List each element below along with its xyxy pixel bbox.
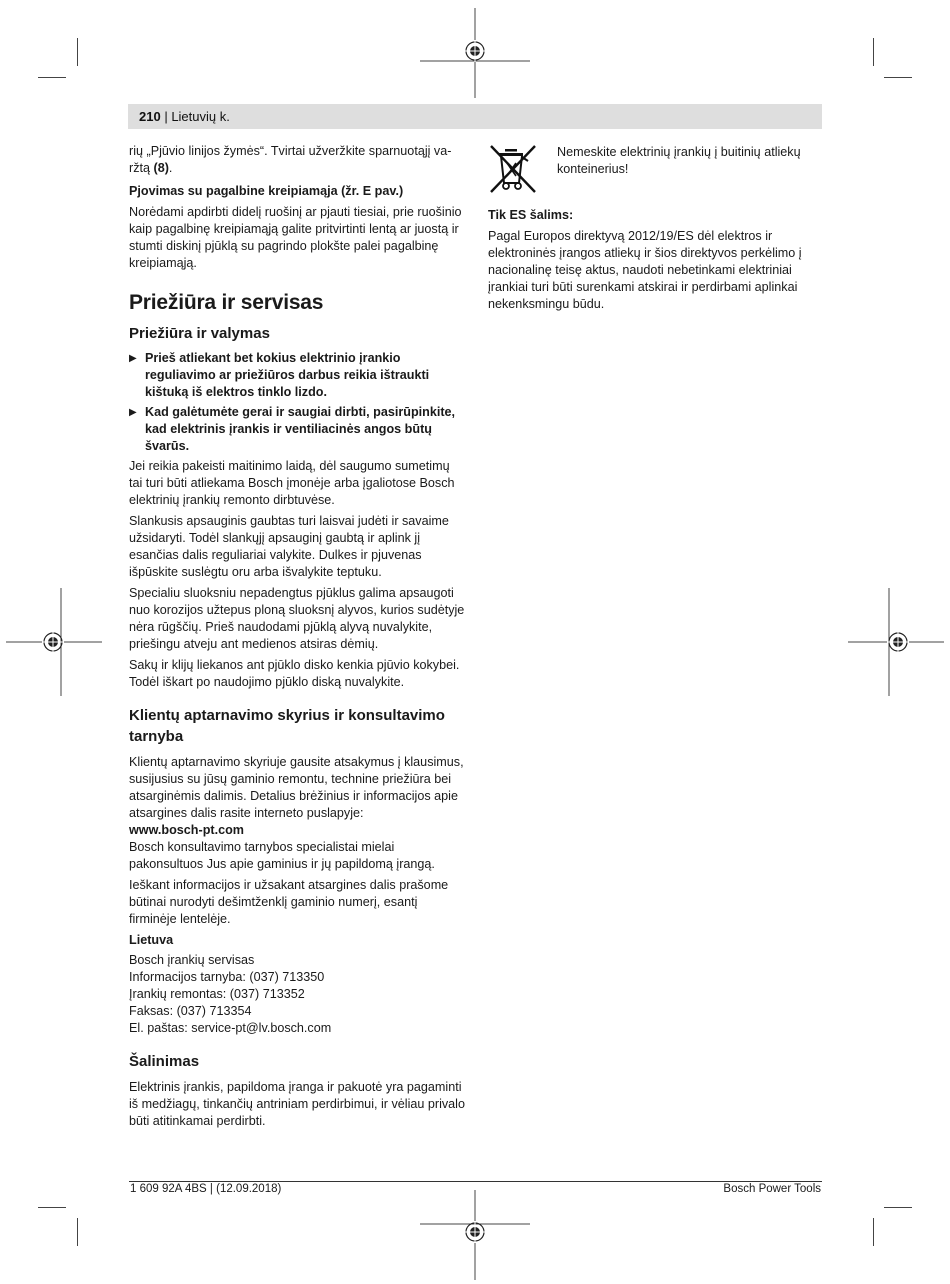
footer-brand: Bosch Power Tools <box>723 1183 821 1195</box>
footer-divider <box>129 1181 822 1182</box>
warning-bullet <box>129 350 465 401</box>
maintenance-title: Priežiūra ir servisas <box>129 291 324 314</box>
continued-line-end: . <box>168 161 173 175</box>
care-paragraph: Jei reikia pakeisti maitinimo laidą, dėl saugumo sumetimų tai turi būti atliekama Bosch įmonėje arba įgaliotose Bosch elektrinių įrankių remonto dirbtuvėse. <box>129 459 455 507</box>
service-title: Klientų aptarnavimo skyrius ir konsultavimo tarnyba <box>129 707 445 745</box>
care-paragraph: Slankusis apsauginis gaubtas turi laisvai judėti ir savaime užsidaryti. Todėl slankųjį apsauginį gaubtą ir aplink jį esančias dalis reguliariai valykite. Dulkes ir pjuvenas išpūskite suslėgtu oru arba išvalykite teptuku. <box>129 514 449 579</box>
crop-mark <box>38 1207 66 1208</box>
continued-line: rių „Pjūvio linijos žymės“. Tvirtai užveržkite sparnuotąjį va- <box>129 144 452 158</box>
crop-mark <box>884 1207 912 1208</box>
guide-paragraph: Norėdami apdirbti didelį ruošinį ar pjauti tiesiai, prie ruošinio kaip pagalbinę kreipiamąją galite pritvirtinti lentą ar juostą ir stumti diskinį pjūklą su pagrindo plokšte palei pagalbinę kreipiamąją. <box>129 205 462 270</box>
weee-text: Nemeskite elektrinių įrankių į buitinių atliekų konteinerius! <box>557 145 801 176</box>
crop-mark <box>77 1218 78 1246</box>
header-text <box>139 109 230 124</box>
registration-mark-icon <box>848 588 944 696</box>
registration-mark-icon <box>420 8 530 98</box>
footer-doc-number: 1 609 92A 4BS | (12.09.2018) <box>130 1183 282 1195</box>
registration-mark-icon <box>6 588 102 696</box>
country-heading: Lietuva <box>129 933 174 947</box>
crop-mark <box>884 77 912 78</box>
triangle-bullet-icon: ▶ <box>129 407 137 418</box>
contact-email[interactable]: El. paštas: service-pt@lv.bosch.com <box>129 1021 332 1035</box>
service-url-link[interactable]: www.bosch-pt.com <box>129 823 244 837</box>
crop-mark <box>77 38 78 66</box>
contact-line: Informacijos tarnyba: (037) 713350 <box>129 970 325 984</box>
warning-bullet <box>129 404 465 455</box>
page-header <box>128 104 822 129</box>
care-paragraph: Specialiu sluoksniu nepadengtus pjūklus galima apsaugoti nuo korozijos užtepus ploną sluoksnį alyvos, kurios sudėtyje nėra rūgščių. Prieš naudodami pjūklą alyvą nuvalykite, priešingu atveju ant medienos atsiras dėmių. <box>129 586 465 651</box>
eu-heading: Tik ES šalims: <box>488 208 574 222</box>
service-text: Klientų aptarnavimo skyriuje gausite atsakymus į klausimus, susijusius su jūsų gaminio remontu, technine priežiūra bei atsarginėmis dalimis. Detalius brėžinius ir informacijos apie atsargines dalis rasite interneto puslapyje: <box>129 755 464 820</box>
contact-line: Įrankių remontas: (037) 713352 <box>129 987 305 1001</box>
contact-block <box>129 952 465 1037</box>
disposal-title: Šalinimas <box>129 1053 200 1070</box>
weee-notice <box>488 143 824 199</box>
care-title: Priežiūra ir valymas <box>129 325 270 342</box>
service-text: Bosch konsultavimo tarnybos specialistai mielai pakonsultuos Jus apie gaminius ir jų papildomą įrangą. <box>129 840 435 871</box>
crop-mark <box>873 38 874 66</box>
part-reference: (8) <box>153 161 169 175</box>
triangle-bullet-icon: ▶ <box>129 353 137 364</box>
service-paragraph: Ieškant informacijos ir užsakant atsargines dalis prašome būtinai nurodyti dešimtženklį gaminio numerį, esantį firminėje lentelėje. <box>129 878 449 926</box>
registration-mark-icon <box>420 1190 530 1280</box>
service-paragraph <box>129 754 465 873</box>
eu-paragraph: Pagal Europos direktyvą 2012/19/ES dėl elektros ir elektroninės įrangos atliekų ir šios direktyvos perkėlimo į nacionalinę teisę aktus, naudoti nebetinkami elektriniai įrankiai turi būti surenkami atskirai ir perdirbami aplinkai nekenksmingu būdu. <box>488 229 802 311</box>
continued-paragraph <box>129 143 465 177</box>
disposal-paragraph: Elektrinis įrankis, papildoma įranga ir pakuotė yra pagaminti iš medžiagų, tinkančių antriniam perdirbimui, ir vėliau privalo būti atitinkamai perdirbti. <box>129 1080 465 1128</box>
guide-heading: Pjovimas su pagalbine kreipiamąja (žr. E pav.) <box>129 184 404 198</box>
bullet-text: Prieš atliekant bet kokius elektrinio įrankio reguliavimo ar priežiūros darbus reikia ištraukti kištuką iš elektros tinklo lizdo. <box>145 351 430 399</box>
crop-mark <box>38 77 66 78</box>
page-number: 210 <box>139 109 161 124</box>
continued-line: ržtą <box>129 161 154 175</box>
care-paragraph: Sakų ir klijų liekanos ant pjūklo disko kenkia pjūvio kokybei. Todėl iškart po naudojimo pjūklo diską nuvalykite. <box>129 658 460 689</box>
contact-line: Faksas: (037) 713354 <box>129 1004 252 1018</box>
header-separator: | <box>160 109 172 124</box>
left-column <box>129 143 465 1134</box>
crossed-out-wheelie-bin-icon <box>488 143 540 195</box>
contact-line: Bosch įrankių servisas <box>129 953 255 967</box>
crop-mark <box>873 1218 874 1246</box>
header-section: Lietuvių k. <box>171 109 230 124</box>
bullet-text: Kad galėtumėte gerai ir saugiai dirbti, pasirūpinkite, kad elektrinis įrankis ir ventiliacinės angos būtų švarūs. <box>145 405 456 453</box>
right-column <box>488 143 824 317</box>
